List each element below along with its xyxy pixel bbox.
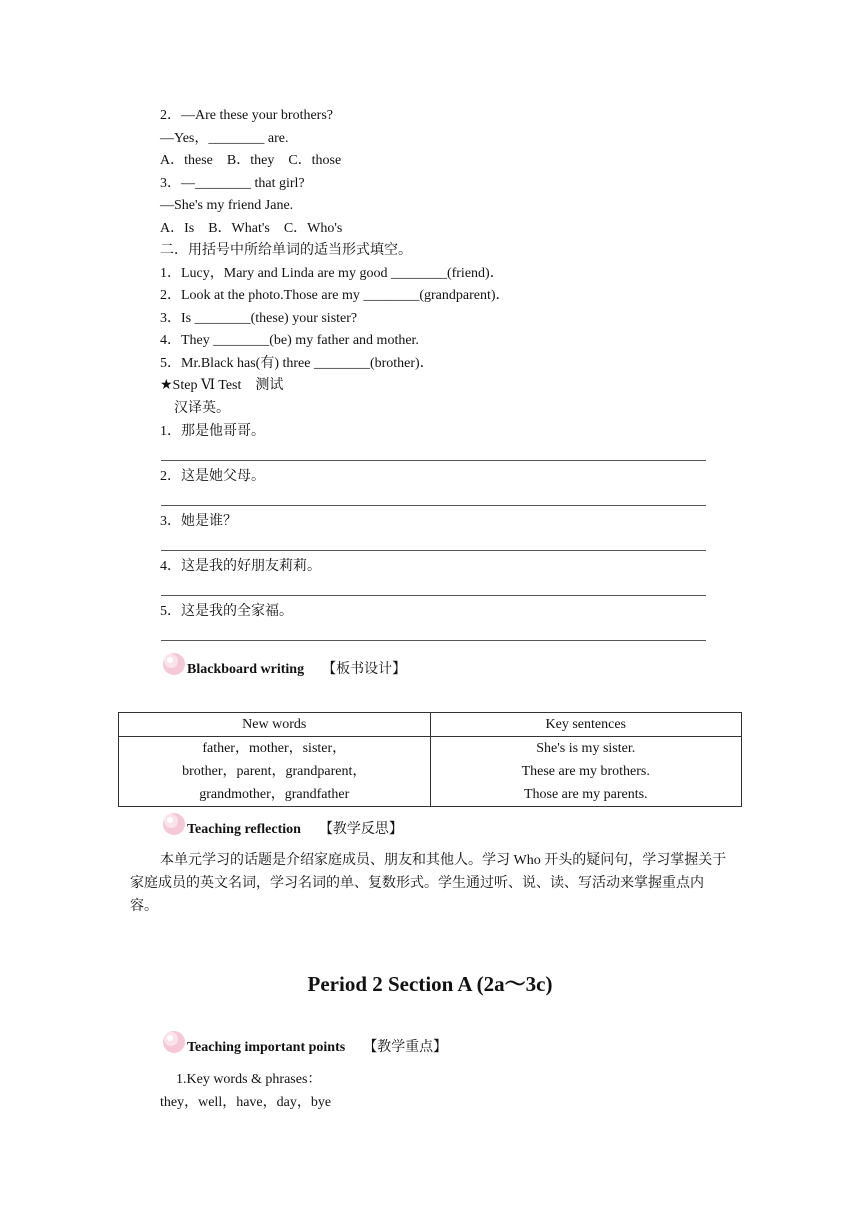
table-header-key-sentences: Key sentences — [430, 713, 742, 737]
period-heading: Period 2 Section A (2a～3c) — [307, 972, 553, 996]
section-title-en: Blackboard writing — [187, 662, 305, 677]
section-title-en: Teaching reflection — [187, 822, 301, 837]
key-words-list: they，well，have，day，bye — [160, 1095, 332, 1110]
step-test-heading: ★Step Ⅵ Test 测试 — [160, 378, 284, 393]
section-title-cn: 【教学重点】 — [363, 1040, 448, 1055]
key-words-heading: 1.Key words & phrases： — [176, 1072, 322, 1087]
new-words-line: grandmother，grandfather — [199, 787, 350, 802]
key-sentences-cell — [430, 737, 742, 807]
exercise-line: 1．Lucy，Mary and Linda are my good ________(friend)． — [160, 266, 504, 281]
key-sentence-line: She's is my sister. — [536, 741, 636, 756]
exercise-line: 5．Mr.Black has(有) three ________(brother)． — [160, 356, 434, 371]
key-sentence-line: Those are my parents. — [523, 787, 648, 802]
exercise-line: 3．—________ that girl? — [160, 176, 305, 191]
exercise-line: —Yes，________ are. — [160, 131, 289, 146]
flower-icon — [160, 810, 188, 838]
exercise-line: A．these B．they C．those — [160, 153, 342, 168]
translation-item: 5．这是我的全家福。 — [160, 604, 293, 619]
new-words-line: brother，parent，grandparent， — [182, 764, 367, 779]
answer-line[interactable] — [161, 640, 706, 641]
answer-line[interactable] — [161, 595, 706, 596]
table-header-new-words: New words — [119, 713, 431, 737]
translation-item: 4．这是我的好朋友莉莉。 — [160, 559, 321, 574]
blackboard-table — [118, 712, 742, 807]
translation-instruction: 汉译英。 — [160, 401, 230, 416]
exercise-line: 2．Look at the photo.Those are my ________(grandparent)． — [160, 288, 510, 303]
new-words-cell — [119, 737, 431, 807]
exercise-line: 2．—Are these your brothers? — [160, 108, 334, 123]
answer-line[interactable] — [161, 550, 706, 551]
translation-item: 1．那是他哥哥。 — [160, 424, 265, 439]
flower-icon — [160, 1028, 188, 1056]
exercise-line: 4．They ________(be) my father and mother. — [160, 333, 419, 348]
translation-item: 3．她是谁？ — [160, 514, 237, 529]
exercise-section-heading: 二．用括号中所给单词的适当形式填空。 — [160, 243, 412, 258]
new-words-line: father，mother，sister， — [202, 741, 347, 756]
key-sentence-line: These are my brothers. — [521, 764, 650, 779]
exercise-line: —She's my friend Jane. — [160, 198, 294, 213]
answer-line[interactable] — [161, 505, 706, 506]
answer-line[interactable] — [161, 460, 706, 461]
flower-icon — [160, 650, 188, 678]
section-title-cn: 【板书设计】 — [322, 662, 407, 677]
section-title-en: Teaching important points — [187, 1040, 346, 1055]
exercise-line: 3．Is ________(these) your sister? — [160, 311, 358, 326]
reflection-paragraph: 本单元学习的话题是介绍家庭成员、朋友和其他人。学习 Who 开头的疑问句，学习掌握关于家庭成员的英文名词，学习名词的单、复数形式。学生通过听、说、读、写活动来掌握重点内容。 — [130, 853, 727, 914]
translation-item: 2．这是她父母。 — [160, 469, 265, 484]
exercise-line: A．Is B．What's C．Who's — [160, 221, 343, 236]
section-title-cn: 【教学反思】 — [318, 822, 403, 837]
